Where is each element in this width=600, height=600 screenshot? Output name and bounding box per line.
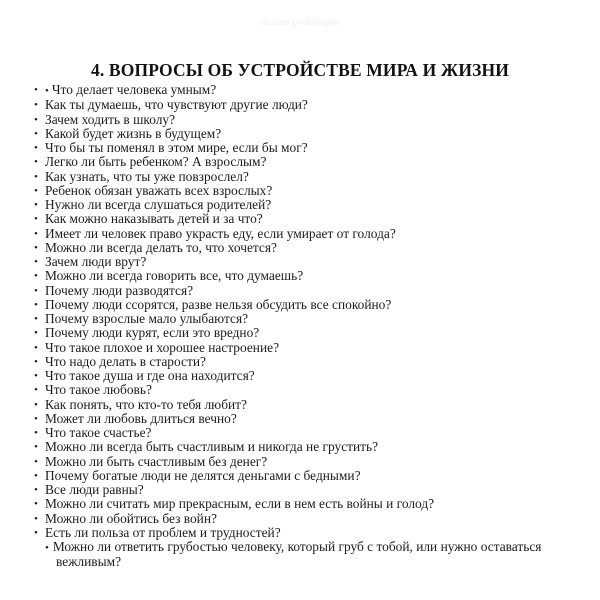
question-text: Что такое любовь? xyxy=(45,382,152,398)
list-item xyxy=(34,469,582,483)
list-item xyxy=(34,512,582,526)
list-item xyxy=(34,212,582,226)
list-item xyxy=(34,483,582,497)
question-text: Можно ли обойтись без войн? xyxy=(45,510,217,526)
question-text: Как можно наказывать детей и за что? xyxy=(45,211,263,227)
question-text: Что надо делать в старости? xyxy=(45,353,206,369)
list-item xyxy=(34,298,582,312)
question-text: Можно ли быть счастливым без денег? xyxy=(45,453,268,469)
list-item xyxy=(34,341,582,355)
question-text: Можно ли ответить грубостью человеку, который груб с тобой, или нужно оставаться вежливым? xyxy=(52,539,542,570)
list-item xyxy=(34,398,582,412)
list-item xyxy=(34,241,582,255)
watermark-text: vk.com psyhologiia xyxy=(259,18,341,28)
question-text: Почему взрослые мало улыбаются? xyxy=(45,311,249,326)
question-text: Что такое плохое и хорошее настроение? xyxy=(45,339,280,355)
question-text: Что бы ты поменял в этом мире, если бы мог? xyxy=(45,140,308,155)
list-item xyxy=(34,440,582,454)
list-item xyxy=(34,526,582,540)
question-text: Все люди равны? xyxy=(45,482,144,497)
question-list xyxy=(34,83,582,570)
list-item xyxy=(34,184,582,198)
question-text: Может ли любовь длиться вечно? xyxy=(45,410,237,426)
question-text: Что такое душа и где она находится? xyxy=(45,368,255,383)
list-item xyxy=(34,284,582,298)
question-text: Почему люди курят, если это вредно? xyxy=(45,325,260,341)
list-item xyxy=(34,198,582,212)
question-text: Зачем ходить в школу? xyxy=(45,111,176,127)
bullet-icon: • xyxy=(45,85,49,97)
list-item xyxy=(45,540,596,570)
list-item xyxy=(34,255,582,269)
list-item xyxy=(34,141,582,155)
bullet-icon: • xyxy=(45,542,49,554)
question-text: Можно ли всегда быть счастливым и никогда не грустить? xyxy=(45,439,379,455)
question-text: Можно ли всегда говорить все, что думаешь? xyxy=(45,268,304,284)
question-text: Легко ли быть ребенком? А взрослым? xyxy=(45,154,267,170)
list-item xyxy=(34,98,582,112)
question-text: Есть ли польза от проблем и трудностей? xyxy=(45,524,281,540)
list-item xyxy=(34,227,582,241)
list-item xyxy=(34,269,582,283)
question-text: Как ты думаешь, что чувствуют другие люди? xyxy=(45,97,308,113)
question-text: Что делает человека умным? xyxy=(51,82,217,97)
list-item xyxy=(34,113,582,127)
list-item xyxy=(34,497,582,511)
list-item xyxy=(34,127,582,141)
list-item xyxy=(34,455,582,469)
question-text: Можно ли всегда делать то, что хочется? xyxy=(45,239,277,255)
question-text: Ребенок обязан уважать всех взрослых? xyxy=(45,182,273,198)
question-text: Что такое счастье? xyxy=(45,425,152,440)
list-item xyxy=(34,155,582,169)
question-text: Какой будет жизнь в будущем? xyxy=(45,125,222,141)
list-item xyxy=(34,83,582,98)
question-text: Нужно ли всегда слушаться родителей? xyxy=(45,197,272,212)
list-item xyxy=(34,383,582,397)
list-item xyxy=(34,412,582,426)
question-text: Почему люди ссорятся, разве нельзя обсудить все спокойно? xyxy=(45,296,392,312)
list-item xyxy=(34,312,582,326)
list-item xyxy=(34,369,582,383)
question-text: Как узнать, что ты уже повзрослел? xyxy=(45,168,249,184)
question-text: Почему богатые люди не делятся деньгами с бедными? xyxy=(45,467,361,483)
question-text: Почему люди разводятся? xyxy=(45,282,194,298)
question-text: Можно ли считать мир прекрасным, если в нем есть войны и голод? xyxy=(45,496,435,512)
list-item xyxy=(34,170,582,184)
question-text: Как понять, что кто-то тебя любит? xyxy=(45,396,247,412)
list-item xyxy=(34,355,582,369)
question-text: Зачем люди врут? xyxy=(45,254,147,269)
question-text: Имеет ли человек право украсть еду, если умирает от голода? xyxy=(45,225,396,241)
page-title: 4. ВОПРОСЫ ОБ УСТРОЙСТВЕ МИРА И ЖИЗНИ xyxy=(90,59,510,80)
list-item xyxy=(34,426,582,440)
list-item xyxy=(34,326,582,340)
